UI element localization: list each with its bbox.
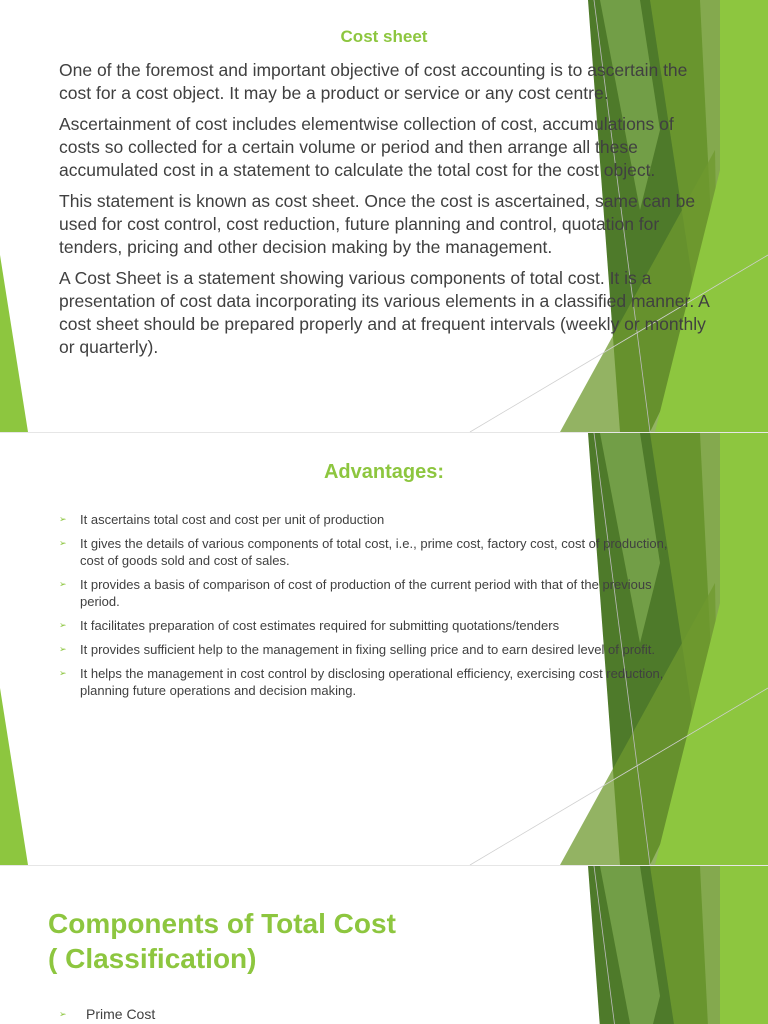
list-item: ➢ It ascertains total cost and cost per unit of production bbox=[59, 512, 385, 527]
list-item: ➢ It provides sufficient help to the management in fixing selling price and to earn desired level of profit. bbox=[59, 642, 655, 657]
components-list bbox=[59, 1006, 669, 1024]
arrow-bullet-icon: ➢ bbox=[59, 644, 67, 654]
paragraph: Ascertainment of cost includes elementwise collection of cost, accumulations of costs so collected for a certain volume or period and then arrange all these accumulated cost in a statement to calculate the total cost for the cost object. bbox=[59, 114, 674, 180]
slide-title: Cost sheet bbox=[340, 27, 428, 46]
paragraph: This statement is known as cost sheet. Once the cost is ascertained, same can be used for cost control, cost reduction, future planning and control, quotation for tenders, pricing and other decision making by the management. bbox=[59, 191, 696, 257]
arrow-bullet-icon: ➢ bbox=[59, 668, 67, 678]
arrow-bullet-icon: ➢ bbox=[59, 514, 67, 524]
arrow-bullet-icon: ➢ bbox=[59, 579, 67, 589]
list-item: ➢ It facilitates preparation of cost estimates required for submitting quotations/tenders bbox=[59, 618, 560, 633]
slide-cost-sheet bbox=[0, 0, 768, 432]
paragraph: One of the foremost and important objective of cost accounting is to ascertain the cost for a cost object. It may be a product or service or any cost centre. bbox=[59, 60, 688, 103]
slide-title: Components of Total Cost ( Classification) bbox=[48, 908, 396, 974]
arrow-bullet-icon: ➢ bbox=[59, 1009, 67, 1019]
paragraph: A Cost Sheet is a statement showing various components of total cost. It is a presentation of cost data incorporating its various elements in a classified manner. A cost sheet should be prepared properly and at frequent intervals (weekly or monthly or quarterly). bbox=[59, 268, 709, 357]
slide-components bbox=[0, 866, 768, 1024]
arrow-bullet-icon: ➢ bbox=[59, 538, 67, 548]
list-item: ➢ It provides a basis of comparison of cost of production of the current period with that of the previous period. bbox=[59, 577, 652, 609]
list-item: ➢ It helps the management in cost control by disclosing operational efficiency, exercising cost reduction, planning future operations and decision making. bbox=[59, 666, 664, 698]
advantages-list bbox=[59, 511, 669, 706]
list-item: ➢ It gives the details of various components of total cost, i.e., prime cost, factory cost, cost of production, cost of goods sold and cost of sales. bbox=[59, 536, 668, 568]
list-item: ➢ Prime Cost bbox=[59, 1006, 156, 1022]
body-text bbox=[59, 59, 719, 367]
arrow-bullet-icon: ➢ bbox=[59, 620, 67, 630]
slide-advantages bbox=[0, 433, 768, 865]
slide-title: Advantages: bbox=[323, 461, 445, 483]
